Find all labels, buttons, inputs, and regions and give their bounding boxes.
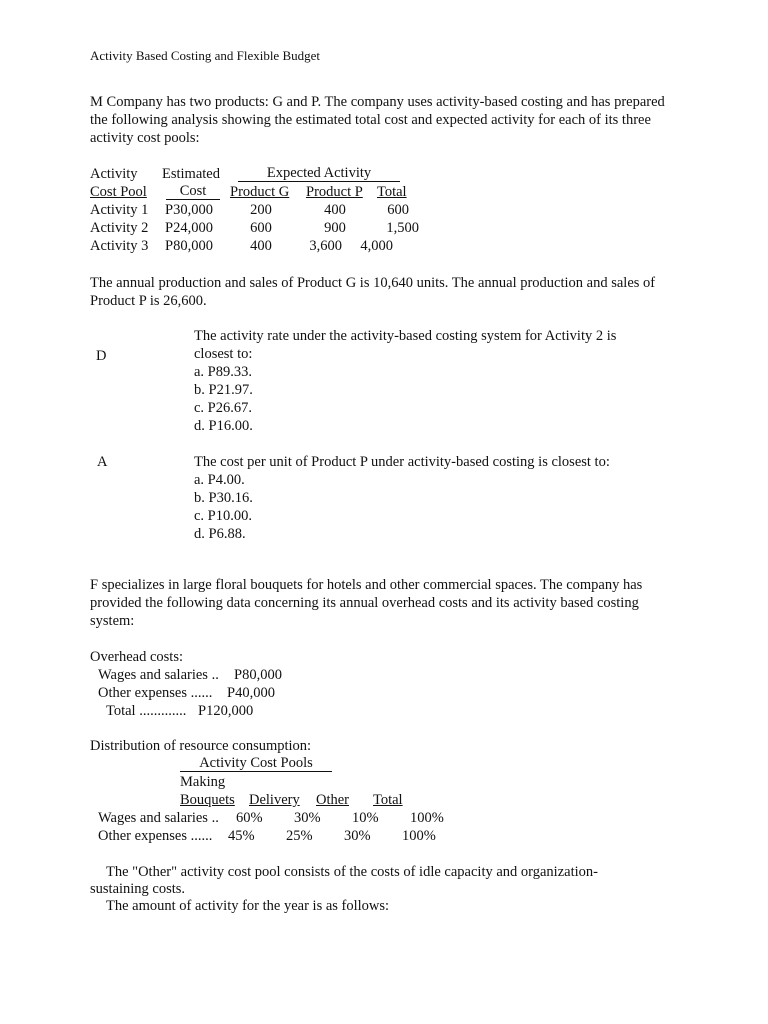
row-p: 900 (324, 220, 346, 236)
row-name: Activity 2 (90, 220, 149, 236)
distribution-title: Distribution of resource consumption: (90, 738, 312, 754)
other-pool-note: The "Other" activity cost pool consists of the costs of idle capacity and organization- (106, 864, 598, 880)
th-expected-activity: Expected Activity (238, 165, 400, 182)
col-other: Other (316, 792, 350, 808)
option-c: c. P10.00. (194, 508, 252, 524)
production-note: The annual production and sales of Product G is 10,640 units. The annual production and sales of Product P is 26,600. (90, 275, 656, 309)
option-c: c. P26.67. (194, 400, 252, 416)
dist-total: 100% (402, 828, 436, 844)
th-cost: Cost (166, 183, 220, 200)
activity-amount-note: The amount of activity for the year is as follows: (106, 898, 390, 914)
dist-making: 60% (236, 810, 263, 826)
th-product-p: Product P (306, 184, 363, 200)
dist-total: 100% (410, 810, 444, 826)
th-product-g: Product G (230, 184, 290, 200)
row-p: 400 (324, 202, 346, 218)
dist-row-label: Other expenses ...... (98, 828, 213, 844)
document-header: Activity Based Costing and Flexible Budget (90, 48, 321, 63)
dist-row-label: Wages and salaries .. (98, 810, 219, 826)
option-b: b. P21.97. (194, 382, 253, 398)
overhead-label: Other expenses ...... (98, 685, 213, 701)
row-name: Activity 1 (90, 202, 149, 218)
overhead-label: Wages and salaries .. (98, 667, 219, 683)
overhead-value: P40,000 (227, 685, 275, 701)
option-a: a. P4.00. (194, 472, 245, 488)
th-activity: Activity (90, 166, 138, 182)
overhead-label: Total ............. (106, 703, 187, 719)
row-name: Activity 3 (90, 238, 149, 254)
col-bouquets: Bouquets (180, 792, 235, 808)
col-total: Total (373, 792, 403, 808)
col-delivery: Delivery (249, 792, 300, 808)
dist-delivery: 30% (294, 810, 321, 826)
problem2-intro: F specializes in large floral bouquets for hotels and other commercial spaces. The company has provided the following data concerning its annual overhead costs and its activity based costing system: (90, 577, 643, 629)
dist-delivery: 25% (286, 828, 313, 844)
th-total: Total (377, 184, 407, 200)
row-g: 200 (250, 202, 272, 218)
overhead-title: Overhead costs: (90, 649, 184, 665)
row-cost: P80,000 (165, 238, 213, 254)
row-total: 600 (387, 202, 409, 218)
dist-making: 45% (228, 828, 255, 844)
answer-key: D (96, 348, 107, 364)
th-cost-pool: Cost Pool (90, 184, 147, 200)
overhead-value: P80,000 (234, 667, 282, 683)
question-text: The cost per unit of Product P under activity-based costing is closest to: (194, 454, 610, 470)
row-g: 600 (250, 220, 272, 236)
row-p: 3,600 (309, 238, 342, 254)
col-making: Making (180, 774, 226, 790)
question-text: The activity rate under the activity-based costing system for Activity 2 is (194, 328, 617, 344)
row-cost: P30,000 (165, 202, 213, 218)
dist-other: 10% (352, 810, 379, 826)
option-d: d. P6.88. (194, 526, 246, 542)
overhead-value: P120,000 (198, 703, 254, 719)
activity-cost-pools-title: Activity Cost Pools (180, 755, 332, 772)
option-a: a. P89.33. (194, 364, 252, 380)
row-g: 400 (250, 238, 272, 254)
dist-other: 30% (344, 828, 371, 844)
th-estimated: Estimated (162, 166, 220, 182)
answer-key: A (97, 454, 108, 470)
option-d: d. P16.00. (194, 418, 253, 434)
row-total: 1,500 (386, 220, 419, 236)
row-total: 4,000 (360, 238, 393, 254)
question-text: closest to: (194, 346, 253, 362)
row-cost: P24,000 (165, 220, 213, 236)
other-pool-note-cont: sustaining costs. (90, 881, 186, 897)
problem1-intro: M Company has two products: G and P. The company uses activity-based costing and has prepared the following analysis showing the estimated total cost and expected activity for each of its three activity cost pools: (90, 94, 665, 146)
option-b: b. P30.16. (194, 490, 253, 506)
